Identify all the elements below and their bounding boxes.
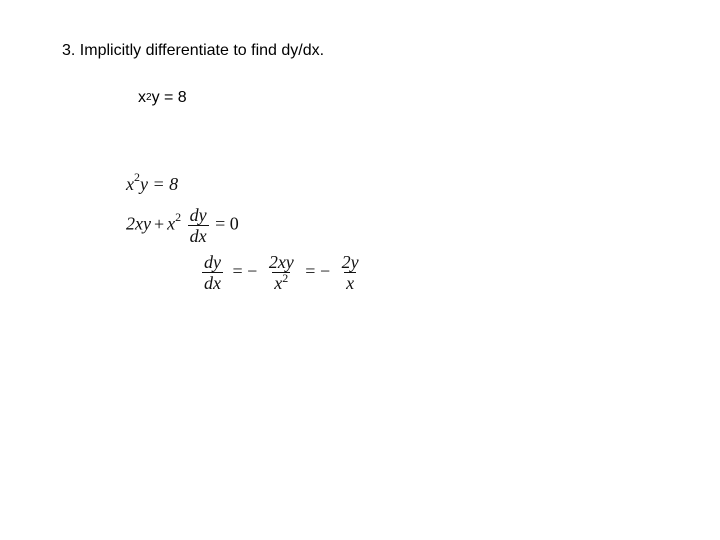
line3-derivative-numerator: dy xyxy=(204,252,221,272)
line3-equals-1: = − xyxy=(232,260,258,281)
solution-line-3 xyxy=(200,253,363,292)
solution-line-2 xyxy=(126,206,239,245)
line3-fraction-2 xyxy=(340,253,361,292)
equation-rest: y = 8 xyxy=(151,89,187,106)
line3-equals-2: = − xyxy=(305,260,331,281)
problem-statement: 3. Implicitly differentiate to find dy/dx. xyxy=(62,42,325,59)
line3-fraction-2-numerator: 2y xyxy=(341,252,359,272)
line2-term1: 2xy xyxy=(126,213,151,234)
line1-rest: y = 8 xyxy=(140,174,179,194)
line2-x: x xyxy=(167,213,176,234)
solution-line-1 xyxy=(126,170,179,195)
line3-den1-exponent: 2 xyxy=(282,271,289,285)
line2-equals: = 0 xyxy=(215,213,239,234)
line2-fraction-numerator: dy xyxy=(189,205,207,225)
line1-exponent: 2 xyxy=(134,170,140,184)
line3-fraction-1 xyxy=(267,253,296,292)
equation-base: x xyxy=(138,89,146,106)
equation-exponent: 2 xyxy=(146,92,152,103)
line3-fraction-1-denominator xyxy=(272,272,290,292)
line3-fraction-1-numerator: 2xy xyxy=(268,252,294,272)
line2-derivative-fraction xyxy=(188,206,209,245)
line1-x: x xyxy=(126,174,134,194)
given-equation xyxy=(138,89,187,107)
line3-derivative-denominator: dx xyxy=(204,273,221,293)
line2-plus: + xyxy=(153,213,165,234)
line2-fraction-denominator: dx xyxy=(189,226,207,246)
line3-den1-x: x xyxy=(274,273,283,293)
line3-derivative-fraction xyxy=(202,253,223,292)
line3-fraction-2-denominator: x xyxy=(346,273,355,293)
line2-exponent: 2 xyxy=(175,209,182,224)
